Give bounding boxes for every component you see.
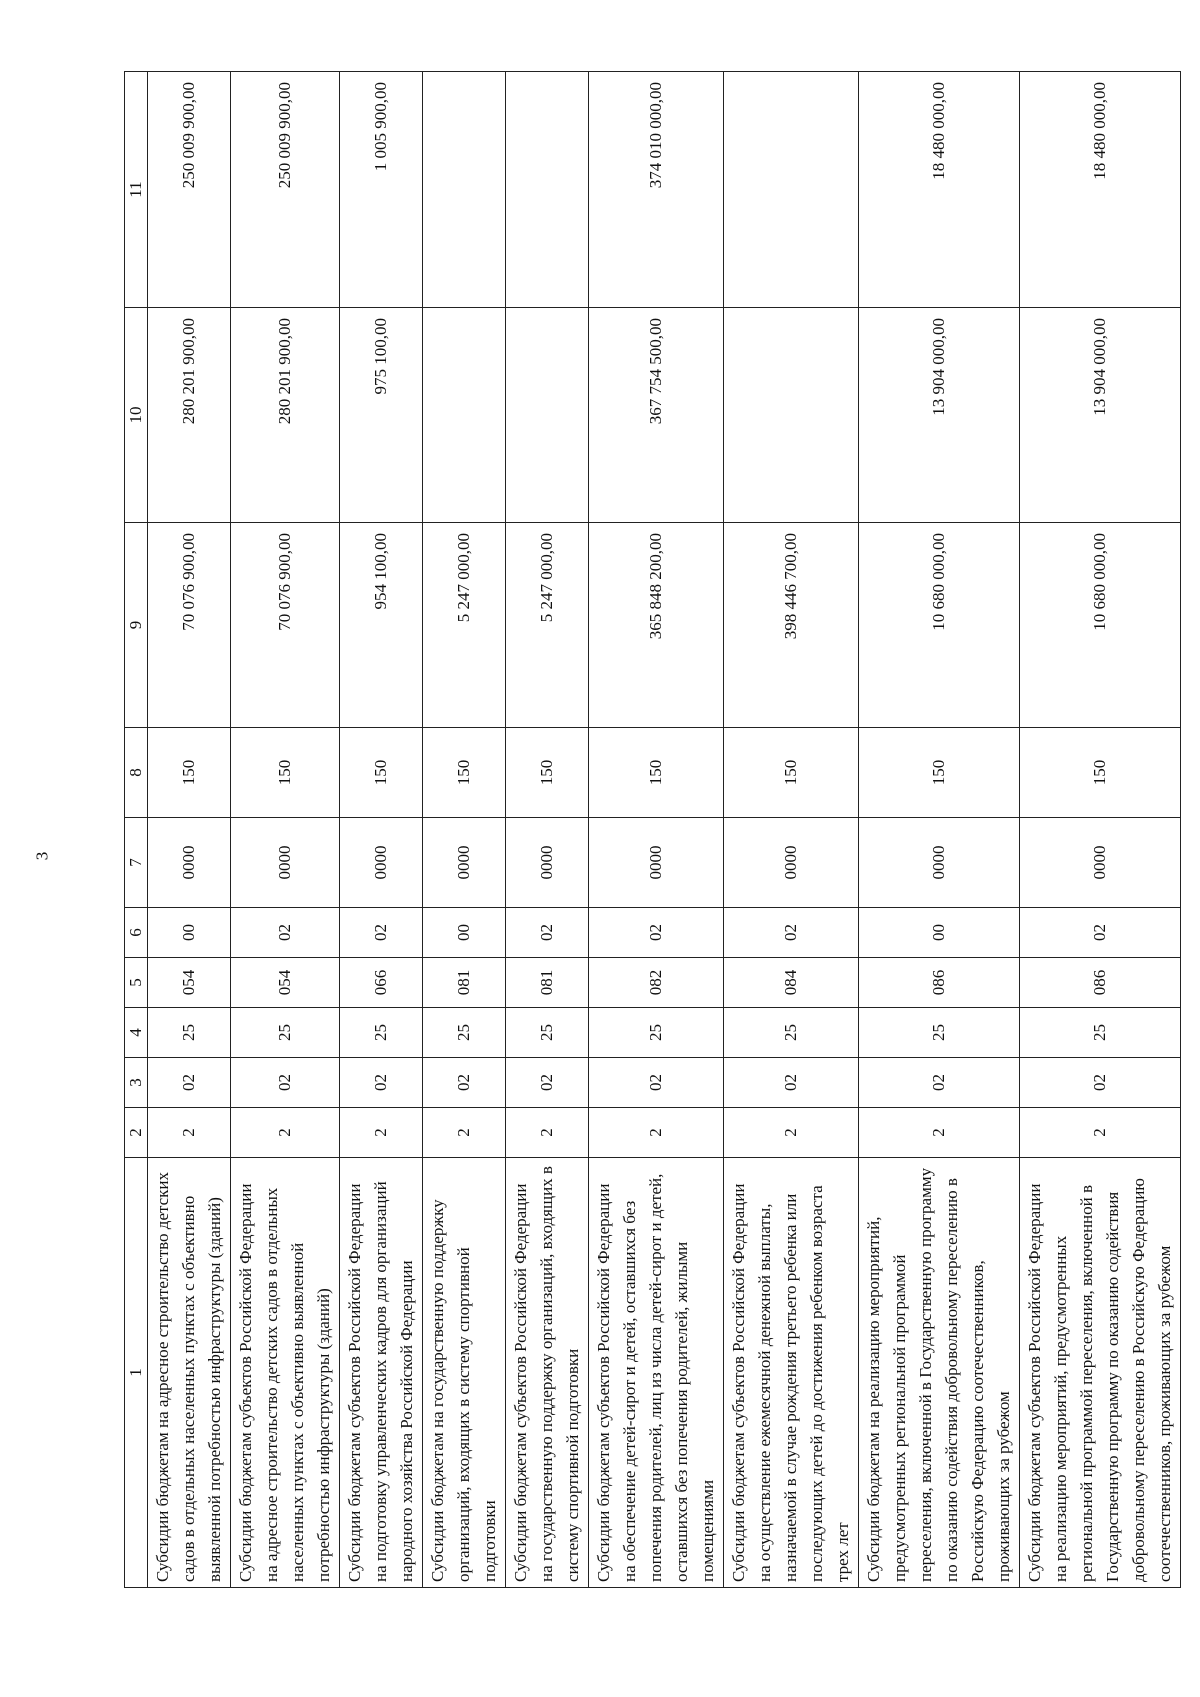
- cell-col-4: 25: [148, 1008, 231, 1058]
- cell-col-5: 066: [340, 958, 423, 1008]
- cell-col-7: 0000: [1020, 818, 1181, 908]
- table-row: [859, 72, 1020, 1588]
- cell-col-8: 150: [423, 728, 506, 818]
- cell-col-4: 25: [859, 1008, 1020, 1058]
- row-description: Субсидии бюджетам субъектов Российской Федерации на осуществление ежемесячной денежной выплаты, назначаемой в случае рождения третьего ребенка или последующих детей до достижения ребенком возраста трех лет: [724, 1158, 859, 1588]
- cell-col-8: 150: [589, 728, 724, 818]
- cell-col-7: 0000: [859, 818, 1020, 908]
- cell-col-3: 02: [148, 1058, 231, 1108]
- table-header-row: [125, 72, 148, 1588]
- cell-col-7: 0000: [423, 818, 506, 908]
- cell-col-11: [506, 72, 589, 308]
- cell-col-6: 00: [423, 908, 506, 958]
- cell-col-4: 25: [724, 1008, 859, 1058]
- page-number: 3: [32, 851, 52, 861]
- cell-col-6: 02: [231, 908, 340, 958]
- cell-col-11: 18 480 000,00: [859, 72, 1020, 308]
- cell-col-4: 25: [231, 1008, 340, 1058]
- cell-col-10: 280 201 900,00: [231, 308, 340, 523]
- cell-col-10: [423, 308, 506, 523]
- cell-col-7: 0000: [340, 818, 423, 908]
- cell-col-11: 18 480 000,00: [1020, 72, 1181, 308]
- cell-col-9: 70 076 900,00: [231, 523, 340, 728]
- table-row: [589, 72, 724, 1588]
- cell-col-8: 150: [340, 728, 423, 818]
- cell-col-10: 13 904 000,00: [859, 308, 1020, 523]
- cell-col-9: 10 680 000,00: [1020, 523, 1181, 728]
- column-header-11: 11: [125, 72, 148, 308]
- column-header-9: 9: [125, 523, 148, 728]
- column-header-10: 10: [125, 308, 148, 523]
- cell-col-4: 25: [423, 1008, 506, 1058]
- cell-col-6: 02: [589, 908, 724, 958]
- cell-col-9: 398 446 700,00: [724, 523, 859, 728]
- cell-col-9: 5 247 000,00: [423, 523, 506, 728]
- row-description: Субсидии бюджетам субъектов Российской Федерации на обеспечение детей-сирот и детей, оставшихся без попечения родителей, лиц из числа детей-сирот и детей, оставшихся без попечения родителей, жилыми помещениями: [589, 1158, 724, 1588]
- cell-col-4: 25: [1020, 1008, 1181, 1058]
- cell-col-3: 02: [859, 1058, 1020, 1108]
- cell-col-7: 0000: [148, 818, 231, 908]
- cell-col-8: 150: [859, 728, 1020, 818]
- cell-col-3: 02: [589, 1058, 724, 1108]
- cell-col-10: 280 201 900,00: [148, 308, 231, 523]
- cell-col-8: 150: [148, 728, 231, 818]
- column-header-6: 6: [125, 908, 148, 958]
- table-row: [340, 72, 423, 1588]
- cell-col-7: 0000: [724, 818, 859, 908]
- cell-col-4: 25: [589, 1008, 724, 1058]
- cell-col-5: 086: [1020, 958, 1181, 1008]
- cell-col-9: 954 100,00: [340, 523, 423, 728]
- cell-col-5: 082: [589, 958, 724, 1008]
- cell-col-9: 70 076 900,00: [148, 523, 231, 728]
- row-description: Субсидии бюджетам на государственную поддержку организаций, входящих в систему спортивной подготовки: [423, 1158, 506, 1588]
- cell-col-2: 2: [340, 1108, 423, 1158]
- cell-col-5: 086: [859, 958, 1020, 1008]
- cell-col-11: 250 009 900,00: [148, 72, 231, 308]
- cell-col-7: 0000: [506, 818, 589, 908]
- column-header-4: 4: [125, 1008, 148, 1058]
- cell-col-2: 2: [859, 1108, 1020, 1158]
- rotated-table-area: [124, 72, 1200, 1582]
- cell-col-2: 2: [231, 1108, 340, 1158]
- cell-col-7: 0000: [231, 818, 340, 908]
- row-description: Субсидии бюджетам субъектов Российской Федерации на государственную поддержку организаций, входящих в систему спортивной подготовки: [506, 1158, 589, 1588]
- cell-col-8: 150: [506, 728, 589, 818]
- table-row: [231, 72, 340, 1588]
- cell-col-9: 5 247 000,00: [506, 523, 589, 728]
- cell-col-6: 02: [1020, 908, 1181, 958]
- cell-col-9: 365 848 200,00: [589, 523, 724, 728]
- cell-col-3: 02: [340, 1058, 423, 1108]
- cell-col-5: 081: [423, 958, 506, 1008]
- table-row: [148, 72, 231, 1588]
- cell-col-6: 00: [148, 908, 231, 958]
- cell-col-2: 2: [724, 1108, 859, 1158]
- row-description: Субсидии бюджетам субъектов Российской Федерации на подготовку управленческих кадров для организаций народного хозяйства Российской Федерации: [340, 1158, 423, 1588]
- cell-col-2: 2: [506, 1108, 589, 1158]
- column-header-1: 1: [125, 1158, 148, 1588]
- row-description: Субсидии бюджетам на реализацию мероприятий, предусмотренных региональной программой переселения, включенной в Государственную программу по оказанию содействия добровольному переселению в Российскую Федерацию соотечественников, проживающих за рубежом: [859, 1158, 1020, 1588]
- table-row: [506, 72, 589, 1588]
- cell-col-2: 2: [148, 1108, 231, 1158]
- cell-col-4: 25: [340, 1008, 423, 1058]
- cell-col-10: 13 904 000,00: [1020, 308, 1181, 523]
- cell-col-8: 150: [1020, 728, 1181, 818]
- cell-col-2: 2: [423, 1108, 506, 1158]
- row-description: Субсидии бюджетам субъектов Российской Федерации на адресное строительство детских садов в отдельных населенных пунктах с объективно выявленной потребностью инфраструктуры (зданий): [231, 1158, 340, 1588]
- column-header-5: 5: [125, 958, 148, 1008]
- table-row: [1020, 72, 1181, 1588]
- column-header-3: 3: [125, 1058, 148, 1108]
- cell-col-2: 2: [1020, 1108, 1181, 1158]
- cell-col-5: 084: [724, 958, 859, 1008]
- cell-col-11: 1 005 900,00: [340, 72, 423, 308]
- table-row: [423, 72, 506, 1588]
- cell-col-11: 374 010 000,00: [589, 72, 724, 308]
- row-description: Субсидии бюджетам на адресное строительство детских садов в отдельных населенных пунктах с объективно выявленной потребностью инфраструктуры (зданий): [148, 1158, 231, 1588]
- cell-col-8: 150: [231, 728, 340, 818]
- cell-col-6: 02: [506, 908, 589, 958]
- cell-col-8: 150: [724, 728, 859, 818]
- cell-col-5: 054: [231, 958, 340, 1008]
- cell-col-11: [423, 72, 506, 308]
- cell-col-9: 10 680 000,00: [859, 523, 1020, 728]
- cell-col-3: 02: [1020, 1058, 1181, 1108]
- cell-col-6: 02: [340, 908, 423, 958]
- cell-col-3: 02: [506, 1058, 589, 1108]
- column-header-7: 7: [125, 818, 148, 908]
- column-header-8: 8: [125, 728, 148, 818]
- cell-col-10: 367 754 500,00: [589, 308, 724, 523]
- cell-col-5: 081: [506, 958, 589, 1008]
- cell-col-10: [724, 308, 859, 523]
- cell-col-5: 054: [148, 958, 231, 1008]
- cell-col-7: 0000: [589, 818, 724, 908]
- cell-col-10: 975 100,00: [340, 308, 423, 523]
- cell-col-6: 02: [724, 908, 859, 958]
- cell-col-2: 2: [589, 1108, 724, 1158]
- budget-table: [124, 71, 1181, 1588]
- cell-col-11: 250 009 900,00: [231, 72, 340, 308]
- row-description: Субсидии бюджетам субъектов Российской Федерации на реализацию мероприятий, предусмотренных региональной программой переселения, включенной в Государственную программу по оказанию содействия добровольному переселению в Российскую Федерацию соотечественников, проживающих за рубежом: [1020, 1158, 1181, 1588]
- cell-col-3: 02: [724, 1058, 859, 1108]
- cell-col-10: [506, 308, 589, 523]
- cell-col-3: 02: [423, 1058, 506, 1108]
- column-header-2: 2: [125, 1108, 148, 1158]
- cell-col-3: 02: [231, 1058, 340, 1108]
- cell-col-4: 25: [506, 1008, 589, 1058]
- table-row: [724, 72, 859, 1588]
- cell-col-11: [724, 72, 859, 308]
- cell-col-6: 00: [859, 908, 1020, 958]
